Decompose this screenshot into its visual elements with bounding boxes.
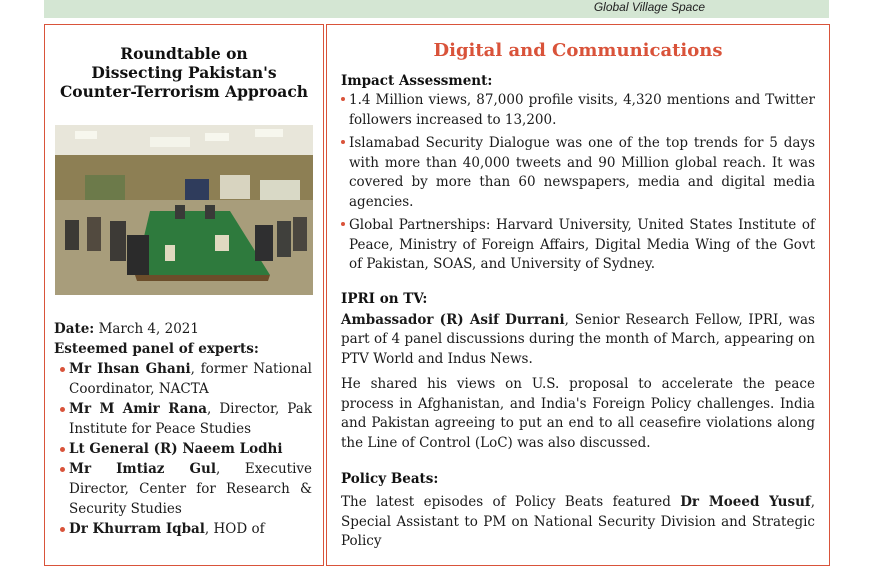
section-heading: Digital and Communications <box>433 40 723 61</box>
expert-role: , Executive Director, Center for Research & Security Studies <box>69 461 312 517</box>
expert-item <box>54 399 312 439</box>
expert-item <box>54 459 312 519</box>
date-line <box>54 319 312 339</box>
date-label: Date: <box>54 321 95 337</box>
tv-paragraph-rest: , Senior Research Fellow, IPRI, was part of 4 panel discussions during the month of March, appearing on PTV World and Indus News. <box>341 311 815 367</box>
beats-guest-name: Dr Moeed Yusuf <box>680 494 811 510</box>
expert-name: Mr Ihsan Ghani <box>69 361 191 377</box>
beats-intro: The latest episodes of Policy Beats featured <box>341 494 681 510</box>
policy-beats-label: Policy Beats: <box>341 471 439 487</box>
panel-label: Esteemed panel of experts: <box>54 341 259 357</box>
impact-text: Islamabad Security Dialogue was one of the top trends for 5 days with more than 40,000 tweets and 90 Million global reach. It was covered by more than 60 newspapers, media and digital media agencies. <box>349 135 815 210</box>
impact-bullet <box>341 134 815 212</box>
bullet-icon <box>60 407 65 412</box>
bullet-icon <box>60 367 65 372</box>
top-caption-bar <box>44 0 829 18</box>
title-line: Counter-Terrorism Approach <box>59 82 309 101</box>
roundtable-details <box>54 319 312 539</box>
title-line: Dissecting Pakistan's <box>91 63 277 82</box>
bullet-icon <box>341 97 345 101</box>
expert-name: Mr M Amir Rana <box>69 401 208 417</box>
policy-beats-paragraph <box>341 493 815 552</box>
expert-role: , HOD of <box>204 521 265 537</box>
bullet-icon <box>341 222 345 226</box>
tv-label: IPRI on TV: <box>341 290 428 307</box>
roundtable-title <box>45 44 323 101</box>
meeting-room-illustration <box>55 125 313 295</box>
bullet-icon <box>60 467 65 472</box>
tv-paragraph <box>341 311 815 370</box>
digital-communications-content <box>341 25 815 552</box>
beats-rest: , Special Assistant to PM on National Security Division and Strategic Policy <box>341 494 815 549</box>
bullet-icon <box>60 527 65 532</box>
impact-label: Impact Assessment: <box>341 73 493 89</box>
roundtable-panel <box>44 24 324 566</box>
expert-item <box>54 519 312 539</box>
impact-text: 1.4 Million views, 87,000 profile visits, 4,320 mentions and Twitter followers increased to 13,200. <box>349 92 815 128</box>
expert-role: , Director, Pak Institute for Peace Studies <box>69 401 312 437</box>
date-value: March 4, 2021 <box>98 321 199 337</box>
bullet-icon <box>60 447 65 452</box>
tv-paragraph-2: He shared his views on U.S. proposal to accelerate the peace process in Afghanistan, and India's Foreign Policy challenges. India and Pakistan agreeing to put an end to all ceasefire violations along the Line of Control (LoC) was also discussed. <box>341 376 815 451</box>
expert-name: Mr Imtiaz Gul <box>69 461 216 477</box>
impact-text: Global Partnerships: Harvard University, United States Institute of Peace, Ministry of Foreign Affairs, Digital Media Wing of the Govt of Pakistan, SOAS, and University of Sydney. <box>349 217 815 272</box>
expert-name: Dr Khurram Iqbal <box>69 521 205 537</box>
expert-item <box>54 359 312 399</box>
expert-item <box>54 439 312 459</box>
photo-source-caption: Global Village Space <box>593 0 705 14</box>
title-line: Roundtable on <box>120 44 248 63</box>
impact-bullet <box>341 216 815 275</box>
impact-bullet <box>341 91 815 130</box>
digital-communications-panel <box>326 24 830 566</box>
tv-guest-name: Ambassador (R) Asif Durrani <box>341 311 565 328</box>
expert-name: Lt General (R) Naeem Lodhi <box>69 441 283 457</box>
expert-role: , former National Coordinator, NACTA <box>69 361 312 397</box>
bullet-icon <box>341 140 345 144</box>
roundtable-photo <box>55 125 313 295</box>
